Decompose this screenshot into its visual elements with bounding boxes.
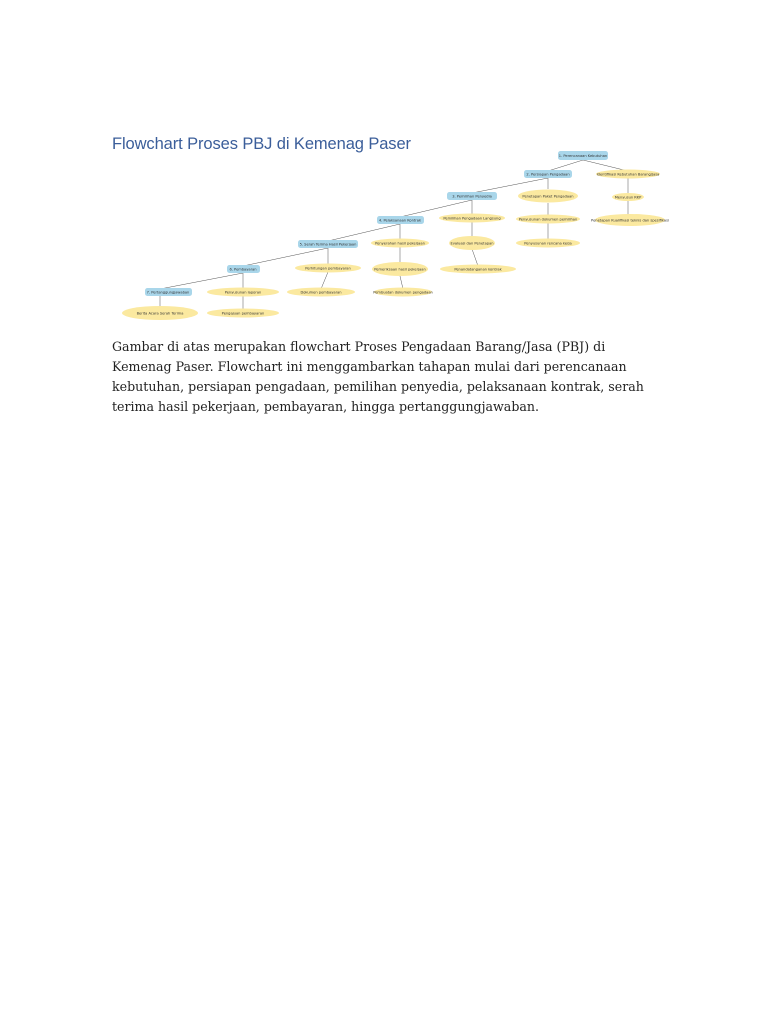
detail-label: Identifikasi Kebutuhan Barang/Jasa: [596, 172, 660, 177]
detail-label: Penyerahan hasil pekerjaan: [375, 241, 425, 246]
detail-label: Pemilihan Pengadaan Langsung: [443, 216, 501, 221]
detail-label: Penetapan Kualifikasi teknis dan spesifikasi: [591, 218, 669, 223]
detail-label: Berita Acara Serah Terima: [136, 311, 184, 316]
detail-label: Penyusunan dokumen pemilihan: [518, 217, 578, 222]
detail-label: Penandatanganan kontrak: [454, 267, 502, 272]
detail-label: Penyusunan rencana kerja: [524, 241, 572, 246]
detail-label: Evaluasi dan Penetapan: [450, 241, 494, 246]
detail-label: Pengajuan pembayaran: [221, 311, 265, 316]
detail-label: Dokumen pembayaran: [300, 290, 342, 295]
step-label-5: 5. Serah Terima Hasil Pekerjaan: [299, 242, 357, 247]
detail-label: Menyusun RKP: [614, 195, 642, 200]
step-label-7: 7. Pertanggungjawaban: [146, 290, 190, 295]
detail-label: Penetapan Paket Pengadaan: [522, 194, 574, 199]
step-label-1: 1. Perencanaan Kebutuhan: [558, 154, 608, 158]
detail-label: Pembuatan dokumen pengadaan: [373, 290, 433, 295]
page-title: Flowchart Proses PBJ di Kemenag Paser: [112, 135, 411, 154]
step-label-2: 2. Persiapan Pengadaan: [526, 172, 570, 177]
body-paragraph: Gambar di atas merupakan flowchart Proses Pengadaan Barang/Jasa (PBJ) di Kemenag Paser. Flowchart ini menggambarkan tahapan mulai dari perencanaan kebutuhan, persiapan pengadaan, pemilihan penyedia, pelaksanaan kontrak, serah terima hasil pekerjaan, pembayaran, hingga pertanggungjawaban.: [112, 339, 644, 414]
detail-label: Perhitungan pembayaran: [305, 266, 351, 271]
step-label-4: 4. Pelaksanaan Kontrak: [378, 218, 422, 223]
detail-label: Pemeriksaan hasil pekerjaan: [374, 267, 426, 272]
detail-label: Penyusunan laporan: [224, 290, 262, 295]
step-label-3: 3. Pemilihan Penyedia: [452, 194, 492, 199]
flowchart-connectors: [160, 160, 628, 310]
step-label-6: 6. Pembayaran: [229, 267, 257, 272]
